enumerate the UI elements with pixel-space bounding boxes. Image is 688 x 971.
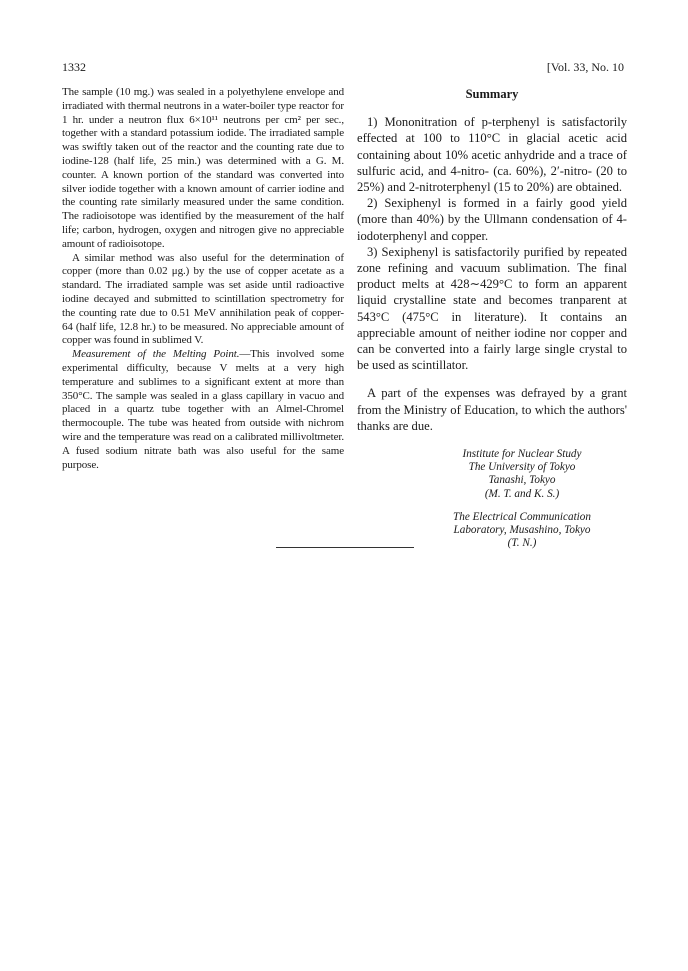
affiliation-line: Laboratory, Musashino, Tokyo [453,524,591,537]
affiliation-line: (T. N.) [507,537,537,550]
page-number: 1332 [62,60,86,74]
affiliation-line: The University of Tokyo [468,461,576,474]
acknowledgement: A part of the expenses was defrayed by a grant from the Ministry of Education, to which the authors' thanks are due. [357,386,627,433]
volume-label: [Vol. 33, No. 10 [546,60,624,74]
melting-point-body: —This involved some experimental difficulty, because V melts at a very high temperature and sublimes to a significant extent at more than 350°C. The sample was sealed in a glass capillary in vacuo and placed in a quartz tube together with an Almel-Chromel thermocouple. The tube was heated from outside with nichrom wire and the temperature was read on a calibrated millivoltmeter. A fused sodium nitrate bath was also useful for the same purpose. [62,348,344,471]
melting-point-heading: Measurement of the Melting Point. [72,348,240,361]
summary-heading: Summary [465,87,519,101]
affiliation-line: Institute for Nuclear Study [462,448,582,461]
right-column [357,86,627,550]
summary-item-3: 3) Sexiphenyl is satisfactorily purified by repeated zone refining and vacuum sublimation. The final product melts at 428∼429°C to form an apparent liquid crystalline state and becomes tranparent at 543°C (475°C in literature). It contains an appreciable amount of neither iodine nor copper and can be converted into a fairly large single crystal to be used as scintillator. [357,244,627,373]
affiliation-line: (M. T. and K. S.) [484,487,560,500]
left-column [62,86,344,472]
summary-item-2: 2) Sexiphenyl is formed in a fairly good yield (more than 40%) by the Ullmann condensation of 4-iodoterphenyl and copper. [357,196,627,243]
end-rule [276,547,414,548]
summary-item-1: 1) Mononitration of p-terphenyl is satisfactorily effected at 100 to 110°C in glacial acetic acid containing about 10% acetic anhydride and a trace of sulfuric acid, and 4-nitro- (ca. 60%), 2′-nitro- (20 to 25%) and 2-nitroterphenyl (15 to 20%) are obtained. [357,115,627,195]
affiliation-nuclear-study [357,448,627,501]
affiliation-line: Tanashi, Tokyo [488,474,556,487]
paragraph-copper-determination: A similar method was also useful for the determination of copper (more than 0.02 μg.) by the use of copper acetate as a standard. The irradiated sample was set aside until radioactive iodine decayed and submitted to scintillation spectrometry for the counting rate due to 0.51 MeV annihilation peak of copper-64 (half life, 12.8 hr.) to be measured. No appreciable amount of copper was found in sublimed V. [62,251,344,347]
affiliation-electrical-communication [357,511,627,551]
paragraph-neutron-activation: The sample (10 mg.) was sealed in a polyethylene envelope and irradiated with thermal neutrons in a water-boiler type reactor for 1 hr. under a neutron flux 6×10¹¹ neutrons per cm² per sec., together with a standard potassium iodide. The irradiated sample was swiftly taken out of the reactor and the counting rate due to iodine-128 (half life, 25 min.) was determined with a G. M. counter. A known portion of the standard was converted into silver iodide together with a known amount of carrier iodine and the counting rate similarly measured under the same condition. The radioisotope was identified by the measurement of the half life; carbon, hydrogen, oxygen and nitrogen give no appreciable amount of radioisotope. [62,86,344,250]
paragraph-melting-point [62,348,344,472]
affiliation-line: The Electrical Communication [453,510,591,523]
